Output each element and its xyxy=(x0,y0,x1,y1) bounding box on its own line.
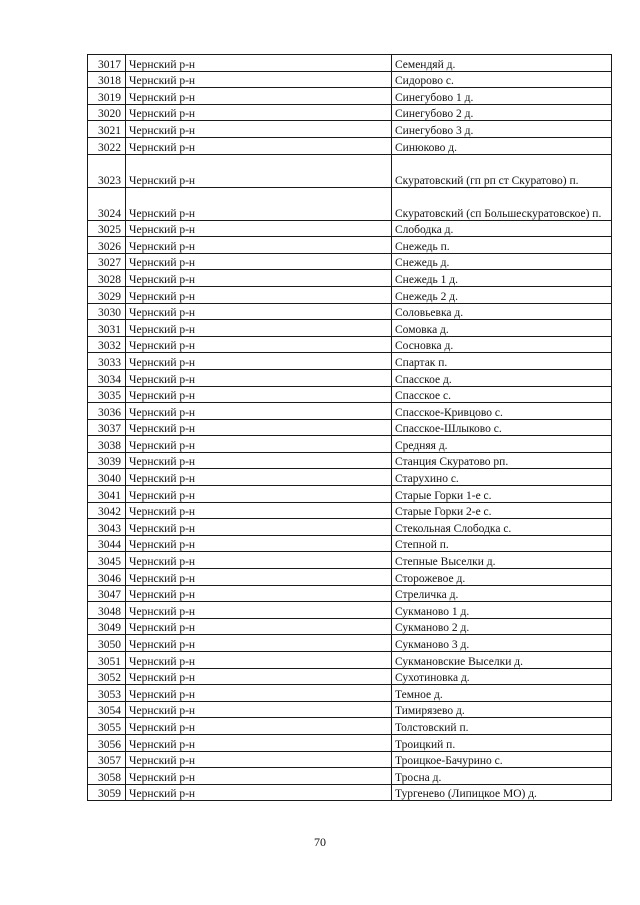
locality-cell: Сукманово 1 д. xyxy=(392,602,612,619)
locality-cell: Спасское-Кривцово с. xyxy=(392,403,612,420)
locality-cell: Синюково д. xyxy=(392,137,612,154)
row-number-cell: 3039 xyxy=(88,452,126,469)
locality-cell: Спартак п. xyxy=(392,353,612,370)
locality-cell: Толстовский п. xyxy=(392,718,612,735)
row-number-cell: 3041 xyxy=(88,486,126,503)
row-number-cell: 3037 xyxy=(88,419,126,436)
district-cell: Чернский р-н xyxy=(126,469,392,486)
district-cell: Чернский р-н xyxy=(126,486,392,503)
table-row xyxy=(88,685,612,702)
row-number-cell: 3053 xyxy=(88,685,126,702)
locality-cell: Скуратовский (сп Большескуратовское) п. xyxy=(392,187,612,220)
row-number-cell: 3055 xyxy=(88,718,126,735)
locality-cell: Старые Горки 1-е с. xyxy=(392,486,612,503)
table-row xyxy=(88,270,612,287)
table-row xyxy=(88,635,612,652)
row-number-cell: 3017 xyxy=(88,55,126,72)
row-number-cell: 3044 xyxy=(88,535,126,552)
locality-cell: Сосновка д. xyxy=(392,336,612,353)
locality-cell: Спасское с. xyxy=(392,386,612,403)
locality-cell: Старухино с. xyxy=(392,469,612,486)
table-row xyxy=(88,419,612,436)
locality-cell: Спасское д. xyxy=(392,369,612,386)
district-cell: Чернский р-н xyxy=(126,336,392,353)
locality-cell: Сидорово с. xyxy=(392,71,612,88)
district-cell: Чернский р-н xyxy=(126,386,392,403)
row-number-cell: 3024 xyxy=(88,187,126,220)
district-cell: Чернский р-н xyxy=(126,286,392,303)
district-cell: Чернский р-н xyxy=(126,751,392,768)
district-cell: Чернский р-н xyxy=(126,585,392,602)
table-row xyxy=(88,486,612,503)
table-row xyxy=(88,237,612,254)
table-row xyxy=(88,436,612,453)
localities-table xyxy=(87,54,612,801)
locality-cell: Слободка д. xyxy=(392,220,612,237)
district-cell: Чернский р-н xyxy=(126,419,392,436)
table-row xyxy=(88,286,612,303)
table-row xyxy=(88,502,612,519)
locality-cell: Сомовка д. xyxy=(392,320,612,337)
table-row xyxy=(88,104,612,121)
row-number-cell: 3036 xyxy=(88,403,126,420)
row-number-cell: 3052 xyxy=(88,668,126,685)
table-row xyxy=(88,187,612,220)
district-cell: Чернский р-н xyxy=(126,403,392,420)
district-cell: Чернский р-н xyxy=(126,253,392,270)
table-row xyxy=(88,336,612,353)
district-cell: Чернский р-н xyxy=(126,320,392,337)
row-number-cell: 3034 xyxy=(88,369,126,386)
row-number-cell: 3038 xyxy=(88,436,126,453)
table-row xyxy=(88,552,612,569)
table-row xyxy=(88,320,612,337)
table-row xyxy=(88,718,612,735)
row-number-cell: 3027 xyxy=(88,253,126,270)
locality-cell: Снежедь д. xyxy=(392,253,612,270)
row-number-cell: 3020 xyxy=(88,104,126,121)
district-cell: Чернский р-н xyxy=(126,668,392,685)
district-cell: Чернский р-н xyxy=(126,535,392,552)
page-number: 70 xyxy=(314,835,326,849)
district-cell: Чернский р-н xyxy=(126,237,392,254)
table-row xyxy=(88,519,612,536)
table-row xyxy=(88,469,612,486)
locality-cell: Снежедь 2 д. xyxy=(392,286,612,303)
row-number-cell: 3021 xyxy=(88,121,126,138)
table-row xyxy=(88,751,612,768)
table-row xyxy=(88,734,612,751)
district-cell: Чернский р-н xyxy=(126,618,392,635)
locality-cell: Семендяй д. xyxy=(392,55,612,72)
district-cell: Чернский р-н xyxy=(126,701,392,718)
row-number-cell: 3030 xyxy=(88,303,126,320)
row-number-cell: 3035 xyxy=(88,386,126,403)
district-cell: Чернский р-н xyxy=(126,436,392,453)
locality-cell: Троицкое-Бачурино с. xyxy=(392,751,612,768)
table-row xyxy=(88,137,612,154)
row-number-cell: 3047 xyxy=(88,585,126,602)
district-cell: Чернский р-н xyxy=(126,88,392,105)
locality-cell: Средняя д. xyxy=(392,436,612,453)
district-cell: Чернский р-н xyxy=(126,55,392,72)
locality-cell: Соловьевка д. xyxy=(392,303,612,320)
row-number-cell: 3059 xyxy=(88,784,126,801)
locality-cell: Сухотиновка д. xyxy=(392,668,612,685)
locality-cell: Старые Горки 2-е с. xyxy=(392,502,612,519)
table-row xyxy=(88,602,612,619)
district-cell: Чернский р-н xyxy=(126,220,392,237)
row-number-cell: 3022 xyxy=(88,137,126,154)
row-number-cell: 3043 xyxy=(88,519,126,536)
district-cell: Чернский р-н xyxy=(126,502,392,519)
locality-cell: Снежедь 1 д. xyxy=(392,270,612,287)
row-number-cell: 3029 xyxy=(88,286,126,303)
row-number-cell: 3046 xyxy=(88,569,126,586)
locality-cell: Сукманово 3 д. xyxy=(392,635,612,652)
locality-cell: Синегубово 2 д. xyxy=(392,104,612,121)
row-number-cell: 3028 xyxy=(88,270,126,287)
table-row xyxy=(88,154,612,187)
table-row xyxy=(88,535,612,552)
row-number-cell: 3042 xyxy=(88,502,126,519)
row-number-cell: 3051 xyxy=(88,652,126,669)
locality-cell: Степной п. xyxy=(392,535,612,552)
row-number-cell: 3056 xyxy=(88,734,126,751)
table-row xyxy=(88,303,612,320)
row-number-cell: 3019 xyxy=(88,88,126,105)
table-row xyxy=(88,88,612,105)
locality-cell: Синегубово 3 д. xyxy=(392,121,612,138)
district-cell: Чернский р-н xyxy=(126,519,392,536)
district-cell: Чернский р-н xyxy=(126,270,392,287)
row-number-cell: 3032 xyxy=(88,336,126,353)
row-number-cell: 3025 xyxy=(88,220,126,237)
row-number-cell: 3045 xyxy=(88,552,126,569)
locality-cell: Степные Выселки д. xyxy=(392,552,612,569)
row-number-cell: 3050 xyxy=(88,635,126,652)
row-number-cell: 3018 xyxy=(88,71,126,88)
district-cell: Чернский р-н xyxy=(126,569,392,586)
table-row xyxy=(88,253,612,270)
district-cell: Чернский р-н xyxy=(126,768,392,785)
district-cell: Чернский р-н xyxy=(126,187,392,220)
row-number-cell: 3023 xyxy=(88,154,126,187)
locality-cell: Синегубово 1 д. xyxy=(392,88,612,105)
row-number-cell: 3049 xyxy=(88,618,126,635)
district-cell: Чернский р-н xyxy=(126,71,392,88)
locality-cell: Тургенево (Липицкое МО) д. xyxy=(392,784,612,801)
row-number-cell: 3026 xyxy=(88,237,126,254)
row-number-cell: 3057 xyxy=(88,751,126,768)
table-row xyxy=(88,652,612,669)
district-cell: Чернский р-н xyxy=(126,303,392,320)
district-cell: Чернский р-н xyxy=(126,734,392,751)
district-cell: Чернский р-н xyxy=(126,602,392,619)
row-number-cell: 3031 xyxy=(88,320,126,337)
table-row xyxy=(88,369,612,386)
district-cell: Чернский р-н xyxy=(126,718,392,735)
locality-cell: Стекольная Слободка с. xyxy=(392,519,612,536)
table-row xyxy=(88,403,612,420)
table-body xyxy=(88,55,612,801)
table-row xyxy=(88,569,612,586)
row-number-cell: 3058 xyxy=(88,768,126,785)
table-row xyxy=(88,618,612,635)
locality-cell: Темное д. xyxy=(392,685,612,702)
district-cell: Чернский р-н xyxy=(126,353,392,370)
district-cell: Чернский р-н xyxy=(126,452,392,469)
table-row xyxy=(88,386,612,403)
locality-cell: Скуратовский (гп рп ст Скуратово) п. xyxy=(392,154,612,187)
table-row xyxy=(88,784,612,801)
locality-cell: Тросна д. xyxy=(392,768,612,785)
table-row xyxy=(88,55,612,72)
district-cell: Чернский р-н xyxy=(126,369,392,386)
locality-cell: Станция Скуратово рп. xyxy=(392,452,612,469)
locality-cell: Сукмановские Выселки д. xyxy=(392,652,612,669)
table-row xyxy=(88,768,612,785)
row-number-cell: 3040 xyxy=(88,469,126,486)
row-number-cell: 3048 xyxy=(88,602,126,619)
district-cell: Чернский р-н xyxy=(126,552,392,569)
table-row xyxy=(88,668,612,685)
table-row xyxy=(88,220,612,237)
table-row xyxy=(88,701,612,718)
table-row xyxy=(88,71,612,88)
locality-cell: Сторожевое д. xyxy=(392,569,612,586)
district-cell: Чернский р-н xyxy=(126,635,392,652)
table-row xyxy=(88,121,612,138)
table-row xyxy=(88,353,612,370)
row-number-cell: 3054 xyxy=(88,701,126,718)
table-row xyxy=(88,585,612,602)
district-cell: Чернский р-н xyxy=(126,104,392,121)
district-cell: Чернский р-н xyxy=(126,154,392,187)
locality-cell: Спасское-Шлыково с. xyxy=(392,419,612,436)
locality-cell: Тимирязево д. xyxy=(392,701,612,718)
district-cell: Чернский р-н xyxy=(126,784,392,801)
district-cell: Чернский р-н xyxy=(126,121,392,138)
table-row xyxy=(88,452,612,469)
locality-cell: Троицкий п. xyxy=(392,734,612,751)
row-number-cell: 3033 xyxy=(88,353,126,370)
locality-cell: Стреличка д. xyxy=(392,585,612,602)
district-cell: Чернский р-н xyxy=(126,137,392,154)
locality-cell: Сукманово 2 д. xyxy=(392,618,612,635)
locality-cell: Снежедь п. xyxy=(392,237,612,254)
district-cell: Чернский р-н xyxy=(126,685,392,702)
district-cell: Чернский р-н xyxy=(126,652,392,669)
